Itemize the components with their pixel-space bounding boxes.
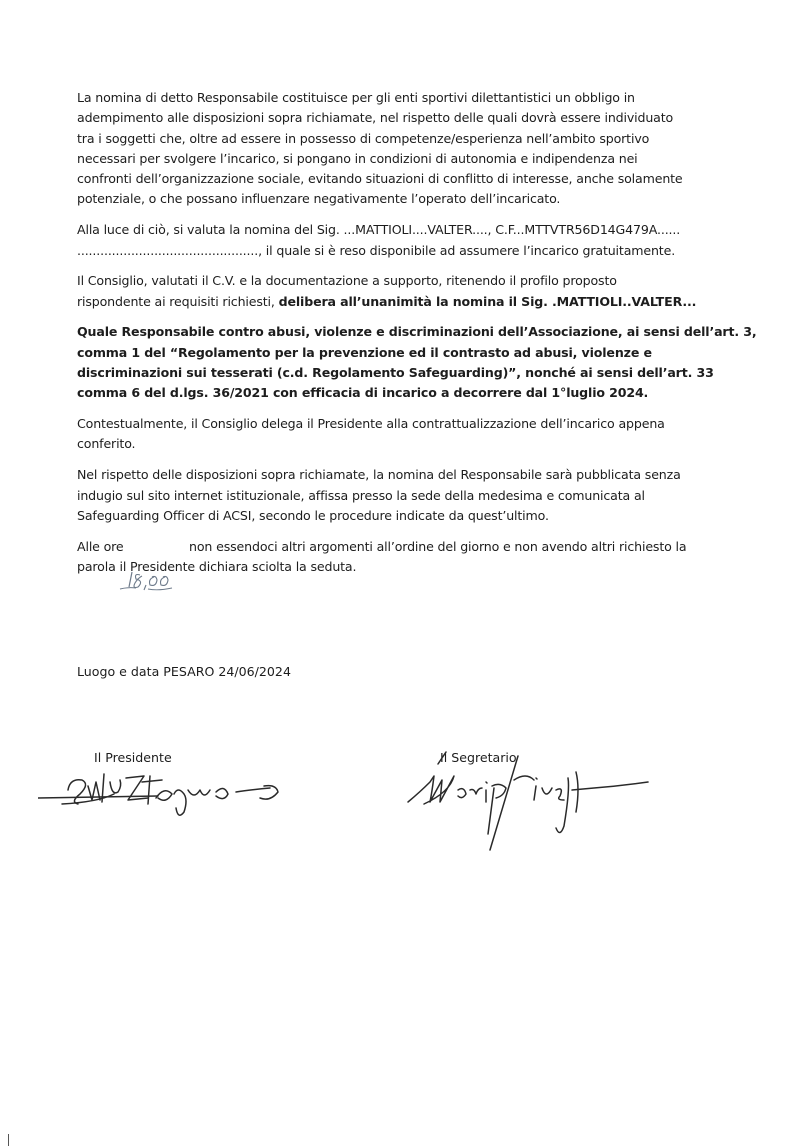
paragraph-nomina-sig [77, 220, 737, 261]
text-line: Il Consiglio, valutati il C.V. e la documentazione a supporto, ritenendo il profilo proposto [77, 273, 617, 289]
place-and-date: Luogo e data PESARO 24/06/2024 [77, 664, 291, 679]
paragraph-responsabile-safeguarding [77, 322, 757, 403]
text-line: adempimento alle disposizioni sopra richiamate, nel rispetto delle quali dovrà essere individuato [77, 110, 674, 126]
text-line: necessari per svolgere l’incarico, si pongano in condizioni di autonomia e indipendenza nei [77, 150, 638, 166]
text-line: discriminazioni sui tesserati (c.d. Regolamento Safeguarding)”, nonché ai sensi dell’art. 33 [77, 365, 714, 381]
text-bold-delibera: delibera all’unanimità la nomina il Sig. .MATTIOLI..VALTER... [278, 293, 697, 309]
text-line: La nomina di detto Responsabile costituisce per gli enti sportivi dilettantistici un obbligo in [77, 90, 635, 105]
text-normal: rispondente ai requisiti richiesti, [77, 293, 279, 309]
document-body [77, 88, 757, 588]
president-signature [38, 764, 298, 824]
paragraph-contestualmente [77, 414, 737, 455]
text-line: Nel rispetto delle disposizioni sopra richiamate, la nomina del Responsabile sarà pubblicata senza [77, 467, 681, 483]
text-line: Contestualmente, il Consiglio delega il Presidente alla contrattualizzazione dell’incarico appena [77, 416, 665, 432]
text-line: confronti dell’organizzazione sociale, evitando situazioni di conflitto di interesse, anche solamente [77, 171, 683, 187]
text-line: parola il Presidente dichiara sciolta la seduta. [77, 558, 357, 574]
text-line: comma 1 del “Regolamento per la prevenzione ed il contrasto ad abusi, violenze e [77, 344, 652, 360]
text-line: potenziale, o che possano influenzare negativamente l’operato dell’incaricato. [77, 191, 561, 207]
text-line: Alla luce di ciò, si valuta la nomina del Sig. ...MATTIOLI....VALTER...., C.F...MTTVTR56D14G479A...... [77, 222, 681, 238]
secretary-label: Il Segretario [440, 750, 517, 765]
text-alle-ore: Alle ore [77, 538, 124, 554]
text-line [77, 292, 737, 312]
text-line: Safeguarding Officer di ACSI, secondo le procedure indicate da quest’ultimo. [77, 507, 549, 523]
paragraph-pubblicazione [77, 465, 737, 526]
text-line: tra i soggetti che, oltre ad essere in possesso di competenze/esperienza nell’ambito sportivo [77, 130, 650, 146]
secretary-signature [400, 742, 660, 852]
text-line-rest: non essendoci altri argomenti all’ordine del giorno e non avendo altri richiesto la [189, 538, 687, 554]
scan-edge-mark [8, 1134, 9, 1146]
text-line: Quale Responsabile contro abusi, violenze e discriminazioni dell’Associazione, ai sensi dell’art. 3, [77, 324, 757, 340]
handwritten-time-gap [124, 539, 190, 554]
text-line: indugio sul sito internet istituzionale, affissa presso la sede della medesima e comunicata al [77, 487, 645, 503]
text-line: comma 6 del d.lgs. 36/2021 con efficacia di incarico a decorrere dal 1°luglio 2024. [77, 385, 649, 401]
president-label: Il Presidente [94, 750, 172, 765]
text-line [77, 537, 737, 557]
text-line: conferito. [77, 436, 136, 452]
handwritten-time [118, 567, 184, 595]
text-line: ..............................................., il quale si è reso disponibile ad assumere l’incarico gratuitamente. [77, 242, 676, 258]
paragraph-responsabile-obbligo [77, 88, 737, 210]
paragraph-consiglio-delibera [77, 271, 737, 312]
